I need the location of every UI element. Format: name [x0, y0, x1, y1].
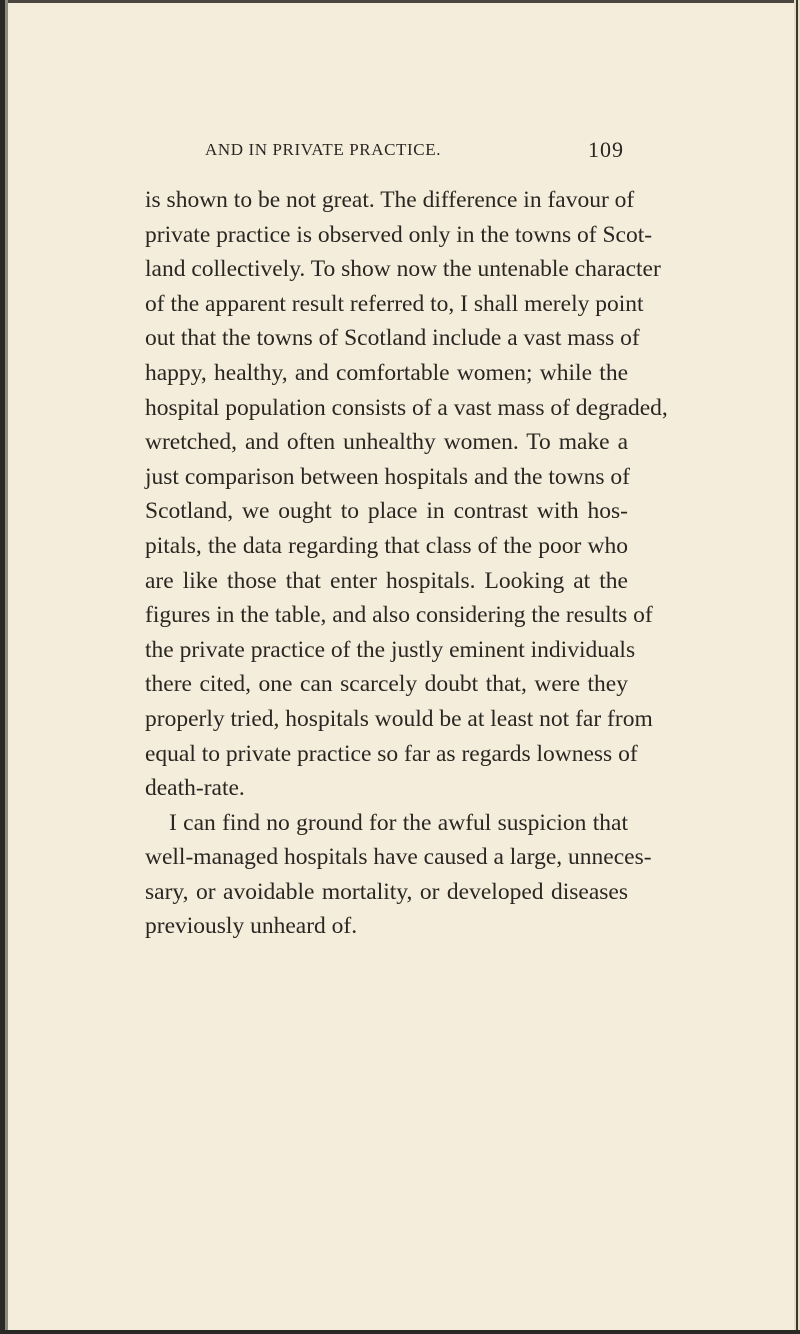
running-head [205, 140, 635, 160]
text-line: just comparison between hospitals and the towns of [145, 463, 630, 490]
page-bottom-edge [0, 1330, 800, 1334]
text-line: private practice is observed only in the towns of Scot- [145, 221, 653, 248]
text-line: figures in the table, and also considering the results of [145, 602, 653, 629]
text-line: death-rate. [145, 775, 245, 802]
page-right-edge [796, 0, 798, 1334]
page-binding-shadow [5, 0, 8, 1334]
text-line: the private practice of the justly eminent individuals [145, 636, 636, 663]
text-line: happy, healthy, and comfortable women; while the [145, 359, 628, 386]
text-line: are like those that enter hospitals. Looking at the [145, 567, 628, 594]
text-line: hospital population consists of a vast mass of degraded, [145, 394, 668, 421]
text-line: I can find no ground for the awful suspicion that [169, 809, 628, 836]
text-line: previously unheard of. [145, 913, 358, 940]
text-line: of the apparent result referred to, I shall merely point [145, 290, 644, 317]
running-title: AND IN PRIVATE PRACTICE. [205, 140, 442, 159]
text-line: equal to private practice so far as regards lowness of [145, 740, 638, 767]
text-line: properly tried, hospitals would be at least not far from [145, 705, 653, 732]
text-line: is shown to be not great. The difference in favour of [145, 187, 635, 213]
text-line: pitals, the data regarding that class of the poor who [145, 532, 628, 559]
paragraph [145, 806, 652, 944]
page-top-edge [0, 0, 800, 3]
text-line: sary, or avoidable mortality, or developed diseases [145, 878, 628, 905]
body-text [145, 183, 668, 944]
text-line: out that the towns of Scotland include a vast mass of [145, 325, 640, 352]
text-line: land collectively. To show now the untenable character [145, 256, 661, 283]
text-line: well-managed hospitals have caused a large, unneces- [145, 844, 652, 871]
paragraph [145, 183, 668, 806]
page-number: 109 [588, 137, 624, 162]
text-line: there cited, one can scarcely doubt that, were they [145, 671, 628, 698]
text-line: wretched, and often unhealthy women. To make a [145, 429, 628, 456]
text-line: Scotland, we ought to place in contrast with hos- [145, 498, 628, 525]
